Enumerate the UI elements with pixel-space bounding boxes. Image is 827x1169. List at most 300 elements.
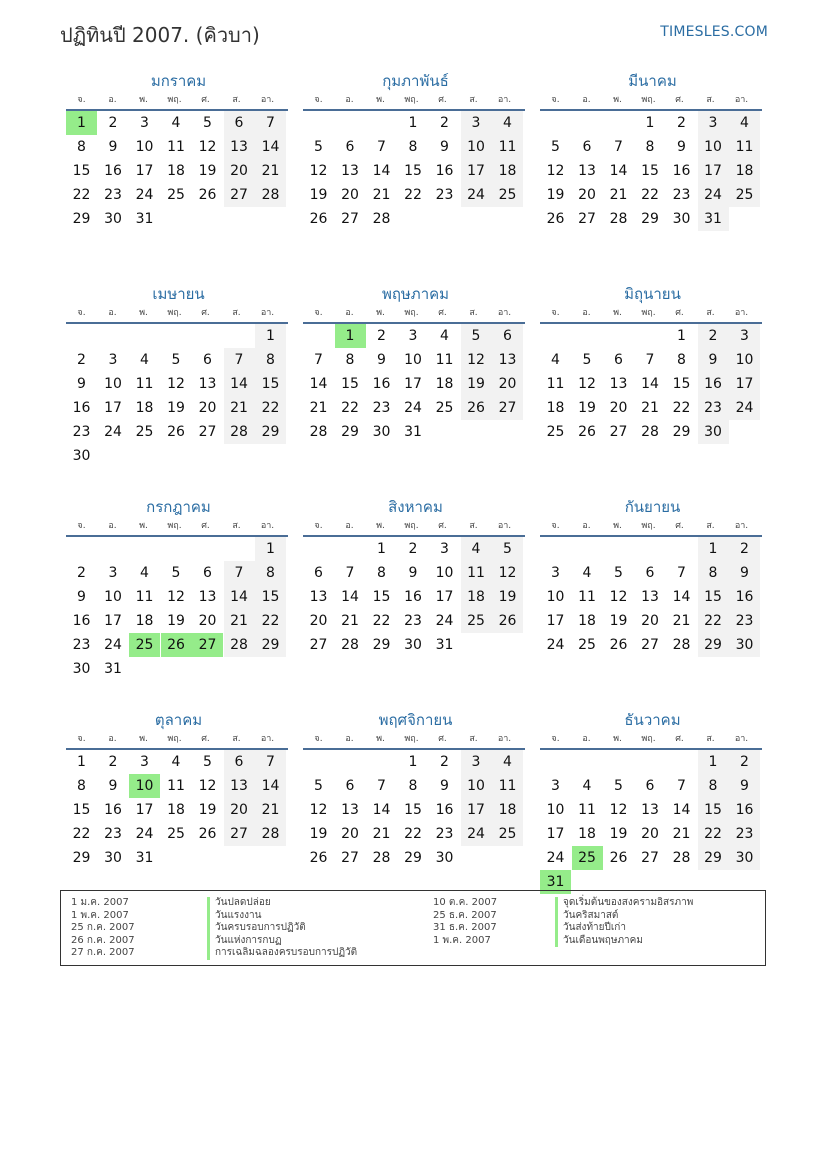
day-cell: 7 bbox=[645, 352, 655, 368]
day-cell: 11 bbox=[492, 774, 523, 798]
empty-cell bbox=[366, 111, 397, 135]
day-cell: 20 bbox=[224, 798, 255, 822]
day-cell: 16 bbox=[435, 163, 454, 179]
day-cell: 4 bbox=[582, 565, 592, 581]
day-cell: 9 bbox=[729, 774, 760, 798]
day-cell: 30 bbox=[435, 850, 454, 866]
day-cell: 8 bbox=[698, 561, 729, 585]
weekday-label: อ. bbox=[582, 521, 591, 531]
weekday-label: อา. bbox=[734, 734, 749, 744]
day-cell: 20 bbox=[309, 613, 328, 629]
day-cell: 6 bbox=[224, 111, 255, 135]
legend-date: 1 พ.ค. 2007 bbox=[71, 909, 129, 921]
day-cell: 20 bbox=[224, 159, 255, 183]
day-cell: 20 bbox=[198, 613, 217, 629]
day-cell: 14 bbox=[609, 163, 628, 179]
day-cell: 10 bbox=[729, 348, 760, 372]
day-cell: 7 bbox=[677, 565, 686, 581]
weekday-label: พฤ. bbox=[404, 95, 419, 105]
legend-left-dates bbox=[71, 897, 135, 960]
day-cell: 18 bbox=[435, 376, 454, 392]
day-cell: 3 bbox=[440, 541, 449, 557]
weekday-label: อ. bbox=[108, 734, 117, 744]
day-cell: 16 bbox=[729, 798, 760, 822]
day-cell: 29 bbox=[698, 633, 729, 657]
weekday-label: จ. bbox=[551, 521, 560, 531]
empty-cell bbox=[335, 750, 366, 774]
legend-date: 25 ธ.ค. 2007 bbox=[433, 909, 497, 921]
weekday-label: อ. bbox=[582, 734, 591, 744]
day-cell: 27 bbox=[224, 183, 255, 207]
legend-left-names bbox=[207, 897, 357, 960]
legend-holiday-name: การเฉลิมฉลองครบรอบการปฏิวัติ bbox=[207, 947, 357, 960]
holiday-day-cell: 25 bbox=[572, 846, 603, 870]
day-cell: 13 bbox=[641, 802, 659, 818]
holiday-day-cell: 1 bbox=[66, 111, 97, 135]
empty-cell bbox=[572, 111, 603, 135]
weekday-label: จ. bbox=[314, 734, 323, 744]
day-cell: 28 bbox=[255, 822, 286, 846]
day-cell: 20 bbox=[198, 400, 217, 416]
month-name: เมษายน bbox=[152, 285, 205, 303]
day-cell: 14 bbox=[372, 802, 391, 818]
day-cell: 28 bbox=[224, 633, 255, 657]
weekday-label: พ. bbox=[139, 95, 148, 105]
day-cell: 21 bbox=[255, 798, 286, 822]
day-grid bbox=[66, 750, 288, 870]
day-cell: 6 bbox=[645, 778, 655, 794]
day-cell: 10 bbox=[698, 135, 729, 159]
legend-holiday-name: จุดเริ่มต้นของสงครามอิสรภาพ bbox=[555, 897, 693, 910]
day-cell: 28 bbox=[372, 850, 391, 866]
day-cell: 31 bbox=[698, 207, 729, 231]
day-cell: 7 bbox=[677, 778, 686, 794]
empty-cell bbox=[303, 324, 334, 348]
day-cell: 28 bbox=[341, 637, 359, 653]
weekday-label: อ. bbox=[108, 521, 117, 531]
day-cell: 19 bbox=[167, 400, 185, 416]
day-cell: 27 bbox=[198, 424, 217, 440]
weekday-label: ส. bbox=[706, 521, 715, 531]
day-cell: 4 bbox=[492, 750, 523, 774]
day-cell: 21 bbox=[672, 613, 691, 629]
day-cell: 31 bbox=[435, 637, 454, 653]
day-cell: 5 bbox=[551, 139, 560, 155]
day-cell: 27 bbox=[578, 211, 596, 227]
weekday-header bbox=[540, 307, 762, 320]
day-cell: 2 bbox=[677, 115, 686, 131]
day-cell: 17 bbox=[135, 163, 154, 179]
day-cell: 17 bbox=[435, 589, 454, 605]
day-cell: 9 bbox=[408, 565, 418, 581]
day-cell: 4 bbox=[140, 565, 149, 581]
day-cell: 5 bbox=[171, 352, 181, 368]
weekday-label: ส. bbox=[706, 308, 715, 318]
weekday-label: พ. bbox=[139, 521, 148, 531]
day-cell: 31 bbox=[404, 424, 422, 440]
day-cell: 24 bbox=[135, 187, 154, 203]
day-cell: 21 bbox=[255, 159, 286, 183]
day-cell: 16 bbox=[72, 613, 91, 629]
day-cell: 4 bbox=[551, 352, 560, 368]
weekday-header bbox=[303, 520, 525, 533]
empty-cell bbox=[540, 750, 571, 774]
day-cell: 24 bbox=[104, 424, 122, 440]
day-cell: 3 bbox=[408, 328, 418, 344]
empty-cell bbox=[224, 324, 255, 348]
day-cell: 12 bbox=[492, 561, 523, 585]
weekday-label: จ. bbox=[551, 95, 560, 105]
day-cell: 24 bbox=[698, 183, 729, 207]
legend-date: 10 ต.ค. 2007 bbox=[433, 897, 498, 908]
empty-cell bbox=[66, 324, 97, 348]
day-cell: 15 bbox=[404, 163, 422, 179]
day-cell: 17 bbox=[729, 372, 760, 396]
day-cell: 18 bbox=[492, 159, 523, 183]
day-grid bbox=[540, 750, 762, 894]
day-cell: 3 bbox=[551, 778, 560, 794]
day-cell: 13 bbox=[309, 589, 328, 605]
day-cell: 13 bbox=[492, 348, 523, 372]
day-cell: 28 bbox=[224, 420, 255, 444]
weekday-label: พ. bbox=[376, 308, 385, 318]
day-cell: 20 bbox=[578, 187, 596, 203]
month-name: พฤษภาคม bbox=[381, 285, 450, 303]
month-name: พฤศจิกายน bbox=[378, 711, 453, 729]
day-cell: 19 bbox=[198, 802, 217, 818]
legend-date: 1 ม.ค. 2007 bbox=[71, 897, 129, 908]
day-cell: 27 bbox=[641, 850, 659, 866]
day-cell: 8 bbox=[677, 352, 686, 368]
day-cell: 7 bbox=[377, 778, 386, 794]
day-cell: 12 bbox=[609, 802, 628, 818]
legend-holiday-name: วันเดือนพฤษภาคม bbox=[555, 935, 693, 948]
day-cell: 12 bbox=[198, 778, 217, 794]
day-cell: 17 bbox=[461, 159, 492, 183]
day-cell: 22 bbox=[341, 400, 359, 416]
weekday-label: ศ. bbox=[438, 95, 447, 105]
empty-cell bbox=[303, 537, 334, 561]
brand-link[interactable]: TIMESLES.COM bbox=[660, 24, 768, 40]
weekday-label: จ. bbox=[314, 95, 323, 105]
day-cell: 18 bbox=[578, 613, 596, 629]
day-cell: 12 bbox=[167, 376, 185, 392]
day-cell: 18 bbox=[167, 163, 185, 179]
day-cell: 14 bbox=[224, 585, 255, 609]
day-cell: 18 bbox=[546, 400, 565, 416]
weekday-header bbox=[66, 733, 288, 746]
day-cell: 8 bbox=[698, 774, 729, 798]
day-cell: 18 bbox=[135, 400, 154, 416]
weekday-label: อ. bbox=[345, 308, 354, 318]
day-cell: 3 bbox=[140, 115, 149, 131]
day-cell: 16 bbox=[404, 589, 422, 605]
day-cell: 30 bbox=[72, 661, 91, 677]
day-cell: 29 bbox=[72, 850, 91, 866]
day-cell: 21 bbox=[672, 826, 691, 842]
day-cell: 5 bbox=[614, 778, 623, 794]
day-cell: 9 bbox=[377, 352, 386, 368]
empty-cell bbox=[635, 537, 666, 561]
weekday-label: จ. bbox=[77, 95, 86, 105]
day-cell: 9 bbox=[108, 778, 118, 794]
day-cell: 18 bbox=[461, 585, 492, 609]
day-cell: 5 bbox=[492, 537, 523, 561]
day-cell: 7 bbox=[345, 565, 355, 581]
empty-cell bbox=[303, 750, 334, 774]
day-cell: 17 bbox=[104, 613, 122, 629]
day-cell: 4 bbox=[461, 537, 492, 561]
weekday-label: ศ. bbox=[675, 308, 684, 318]
weekday-label: อา. bbox=[734, 95, 749, 105]
day-cell: 16 bbox=[104, 163, 122, 179]
weekday-label: พฤ. bbox=[404, 308, 419, 318]
weekday-label: อา. bbox=[497, 734, 512, 744]
day-cell: 17 bbox=[104, 400, 122, 416]
day-cell: 10 bbox=[404, 352, 422, 368]
day-cell: 14 bbox=[341, 589, 359, 605]
day-cell: 25 bbox=[435, 400, 454, 416]
empty-cell bbox=[603, 111, 634, 135]
weekday-label: พ. bbox=[613, 734, 622, 744]
day-cell: 6 bbox=[614, 352, 623, 368]
legend-right-names bbox=[555, 897, 693, 947]
day-cell: 9 bbox=[440, 778, 449, 794]
day-cell: 12 bbox=[578, 376, 596, 392]
day-cell: 11 bbox=[492, 135, 523, 159]
day-cell: 19 bbox=[609, 826, 628, 842]
weekday-label: ส. bbox=[232, 734, 241, 744]
weekday-label: อา. bbox=[260, 308, 275, 318]
day-cell: 19 bbox=[309, 187, 328, 203]
empty-cell bbox=[161, 324, 192, 348]
empty-cell bbox=[335, 537, 366, 561]
day-cell: 7 bbox=[224, 561, 255, 585]
day-cell: 8 bbox=[77, 778, 86, 794]
day-cell: 3 bbox=[461, 111, 492, 135]
weekday-label: พฤ. bbox=[641, 521, 656, 531]
weekday-label: พ. bbox=[613, 521, 622, 531]
day-cell: 14 bbox=[372, 163, 391, 179]
day-cell: 13 bbox=[641, 589, 659, 605]
day-cell: 23 bbox=[672, 187, 691, 203]
weekday-label: อ. bbox=[108, 95, 117, 105]
day-cell: 22 bbox=[641, 187, 659, 203]
weekday-header bbox=[540, 520, 762, 533]
weekday-label: พ. bbox=[613, 308, 622, 318]
day-cell: 18 bbox=[135, 613, 154, 629]
day-cell: 25 bbox=[546, 424, 565, 440]
day-cell: 13 bbox=[198, 589, 217, 605]
weekday-label: ศ. bbox=[201, 734, 210, 744]
day-cell: 3 bbox=[140, 754, 149, 770]
weekday-label: พฤ. bbox=[641, 308, 656, 318]
day-cell: 24 bbox=[135, 826, 154, 842]
day-cell: 22 bbox=[255, 609, 286, 633]
month-name: สิงหาคม bbox=[388, 498, 443, 516]
day-cell: 19 bbox=[546, 187, 565, 203]
day-cell: 17 bbox=[404, 376, 422, 392]
calendar-grid bbox=[66, 70, 766, 922]
legend-right-dates bbox=[433, 897, 497, 947]
legend-date: 25 ก.ค. 2007 bbox=[71, 922, 135, 933]
day-cell: 30 bbox=[729, 633, 760, 657]
day-cell: 24 bbox=[404, 400, 422, 416]
day-grid bbox=[66, 111, 288, 231]
day-cell: 22 bbox=[404, 187, 422, 203]
day-cell: 19 bbox=[461, 372, 492, 396]
day-cell: 6 bbox=[203, 565, 212, 581]
weekday-label: อ. bbox=[345, 734, 354, 744]
empty-cell bbox=[335, 111, 366, 135]
day-cell: 12 bbox=[546, 163, 565, 179]
day-cell: 4 bbox=[492, 111, 523, 135]
day-cell: 26 bbox=[492, 609, 523, 633]
day-cell: 21 bbox=[641, 400, 659, 416]
weekday-label: พฤ. bbox=[641, 95, 656, 105]
day-cell: 9 bbox=[677, 139, 686, 155]
weekday-label: พฤ. bbox=[404, 521, 419, 531]
day-cell: 21 bbox=[224, 609, 255, 633]
day-cell: 23 bbox=[435, 826, 454, 842]
day-cell: 2 bbox=[440, 754, 449, 770]
holiday-day-cell: 27 bbox=[192, 633, 223, 657]
weekday-label: ศ. bbox=[201, 308, 210, 318]
day-cell: 15 bbox=[341, 376, 359, 392]
weekday-label: อ. bbox=[345, 521, 354, 531]
day-cell: 19 bbox=[167, 613, 185, 629]
month-block bbox=[66, 283, 288, 496]
day-cell: 17 bbox=[461, 798, 492, 822]
day-cell: 3 bbox=[108, 352, 118, 368]
day-cell: 9 bbox=[77, 589, 86, 605]
day-cell: 11 bbox=[167, 778, 185, 794]
weekday-label: อา. bbox=[260, 521, 275, 531]
day-cell: 31 bbox=[104, 661, 122, 677]
empty-cell bbox=[603, 750, 634, 774]
day-cell: 24 bbox=[435, 613, 454, 629]
day-cell: 26 bbox=[609, 637, 628, 653]
day-cell: 7 bbox=[377, 139, 386, 155]
day-cell: 21 bbox=[224, 396, 255, 420]
day-cell: 12 bbox=[609, 589, 628, 605]
day-cell: 20 bbox=[492, 372, 523, 396]
day-cell: 12 bbox=[198, 139, 217, 155]
day-cell: 27 bbox=[341, 850, 359, 866]
day-cell: 17 bbox=[546, 613, 565, 629]
day-cell: 31 bbox=[135, 850, 154, 866]
day-cell: 20 bbox=[341, 826, 359, 842]
month-name: ตุลาคม bbox=[154, 711, 203, 729]
day-cell: 28 bbox=[255, 183, 286, 207]
day-cell: 1 bbox=[698, 750, 729, 774]
month-name: กันยายน bbox=[624, 498, 681, 516]
month-block bbox=[540, 283, 762, 496]
day-cell: 18 bbox=[492, 798, 523, 822]
day-cell: 18 bbox=[578, 826, 596, 842]
weekday-label: พฤ. bbox=[167, 95, 182, 105]
day-cell: 21 bbox=[341, 613, 359, 629]
day-grid bbox=[540, 537, 762, 657]
day-cell: 15 bbox=[698, 798, 729, 822]
day-cell: 20 bbox=[641, 826, 659, 842]
day-cell: 22 bbox=[672, 400, 691, 416]
month-name: มิถุนายน bbox=[624, 285, 681, 303]
legend-holiday-name: วันปลดปล่อย bbox=[207, 897, 357, 910]
day-cell: 6 bbox=[224, 750, 255, 774]
day-cell: 19 bbox=[198, 163, 217, 179]
month-block bbox=[303, 283, 525, 496]
day-cell: 17 bbox=[546, 826, 565, 842]
day-cell: 22 bbox=[255, 396, 286, 420]
month-block bbox=[540, 70, 762, 283]
day-cell: 5 bbox=[614, 565, 623, 581]
day-cell: 12 bbox=[167, 589, 185, 605]
day-cell: 24 bbox=[461, 822, 492, 846]
day-cell: 4 bbox=[171, 754, 181, 770]
day-cell: 1 bbox=[408, 754, 418, 770]
day-cell: 15 bbox=[72, 802, 91, 818]
empty-cell bbox=[224, 537, 255, 561]
day-cell: 14 bbox=[672, 589, 691, 605]
day-cell: 25 bbox=[135, 424, 154, 440]
day-cell: 8 bbox=[645, 139, 655, 155]
weekday-label: พฤ. bbox=[167, 308, 182, 318]
empty-cell bbox=[572, 537, 603, 561]
holiday-day-cell: 1 bbox=[335, 324, 366, 348]
weekday-header bbox=[540, 94, 762, 107]
day-cell: 21 bbox=[609, 187, 628, 203]
day-cell: 28 bbox=[672, 637, 691, 653]
day-cell: 13 bbox=[609, 376, 628, 392]
day-cell: 23 bbox=[729, 822, 760, 846]
day-cell: 5 bbox=[314, 139, 323, 155]
weekday-header bbox=[303, 307, 525, 320]
weekday-label: ศ. bbox=[675, 734, 684, 744]
empty-cell bbox=[603, 324, 634, 348]
page-title: ปฏิทินปี 2007. (คิวบา) bbox=[60, 23, 260, 47]
holiday-day-cell: 31 bbox=[540, 870, 571, 894]
day-cell: 7 bbox=[614, 139, 623, 155]
day-cell: 22 bbox=[372, 613, 391, 629]
day-cell: 23 bbox=[104, 187, 122, 203]
day-cell: 11 bbox=[546, 376, 565, 392]
day-cell: 26 bbox=[309, 211, 328, 227]
day-cell: 26 bbox=[609, 850, 628, 866]
legend-date: 26 ก.ค. 2007 bbox=[71, 934, 135, 946]
day-cell: 28 bbox=[309, 424, 328, 440]
month-block bbox=[66, 496, 288, 709]
day-cell: 24 bbox=[461, 183, 492, 207]
day-cell: 22 bbox=[698, 822, 729, 846]
day-cell: 29 bbox=[404, 850, 422, 866]
day-cell: 5 bbox=[203, 754, 212, 770]
day-cell: 18 bbox=[729, 159, 760, 183]
day-cell: 1 bbox=[645, 115, 655, 131]
day-cell: 30 bbox=[404, 637, 422, 653]
day-cell: 15 bbox=[404, 802, 422, 818]
day-cell: 8 bbox=[255, 561, 286, 585]
month-name: มีนาคม bbox=[628, 72, 677, 90]
day-cell: 16 bbox=[672, 163, 691, 179]
day-cell: 1 bbox=[77, 754, 86, 770]
weekday-label: ส. bbox=[232, 308, 241, 318]
weekday-label: จ. bbox=[551, 734, 560, 744]
day-cell: 30 bbox=[698, 420, 729, 444]
day-cell: 3 bbox=[108, 565, 118, 581]
empty-cell bbox=[129, 537, 160, 561]
day-cell: 26 bbox=[546, 211, 565, 227]
